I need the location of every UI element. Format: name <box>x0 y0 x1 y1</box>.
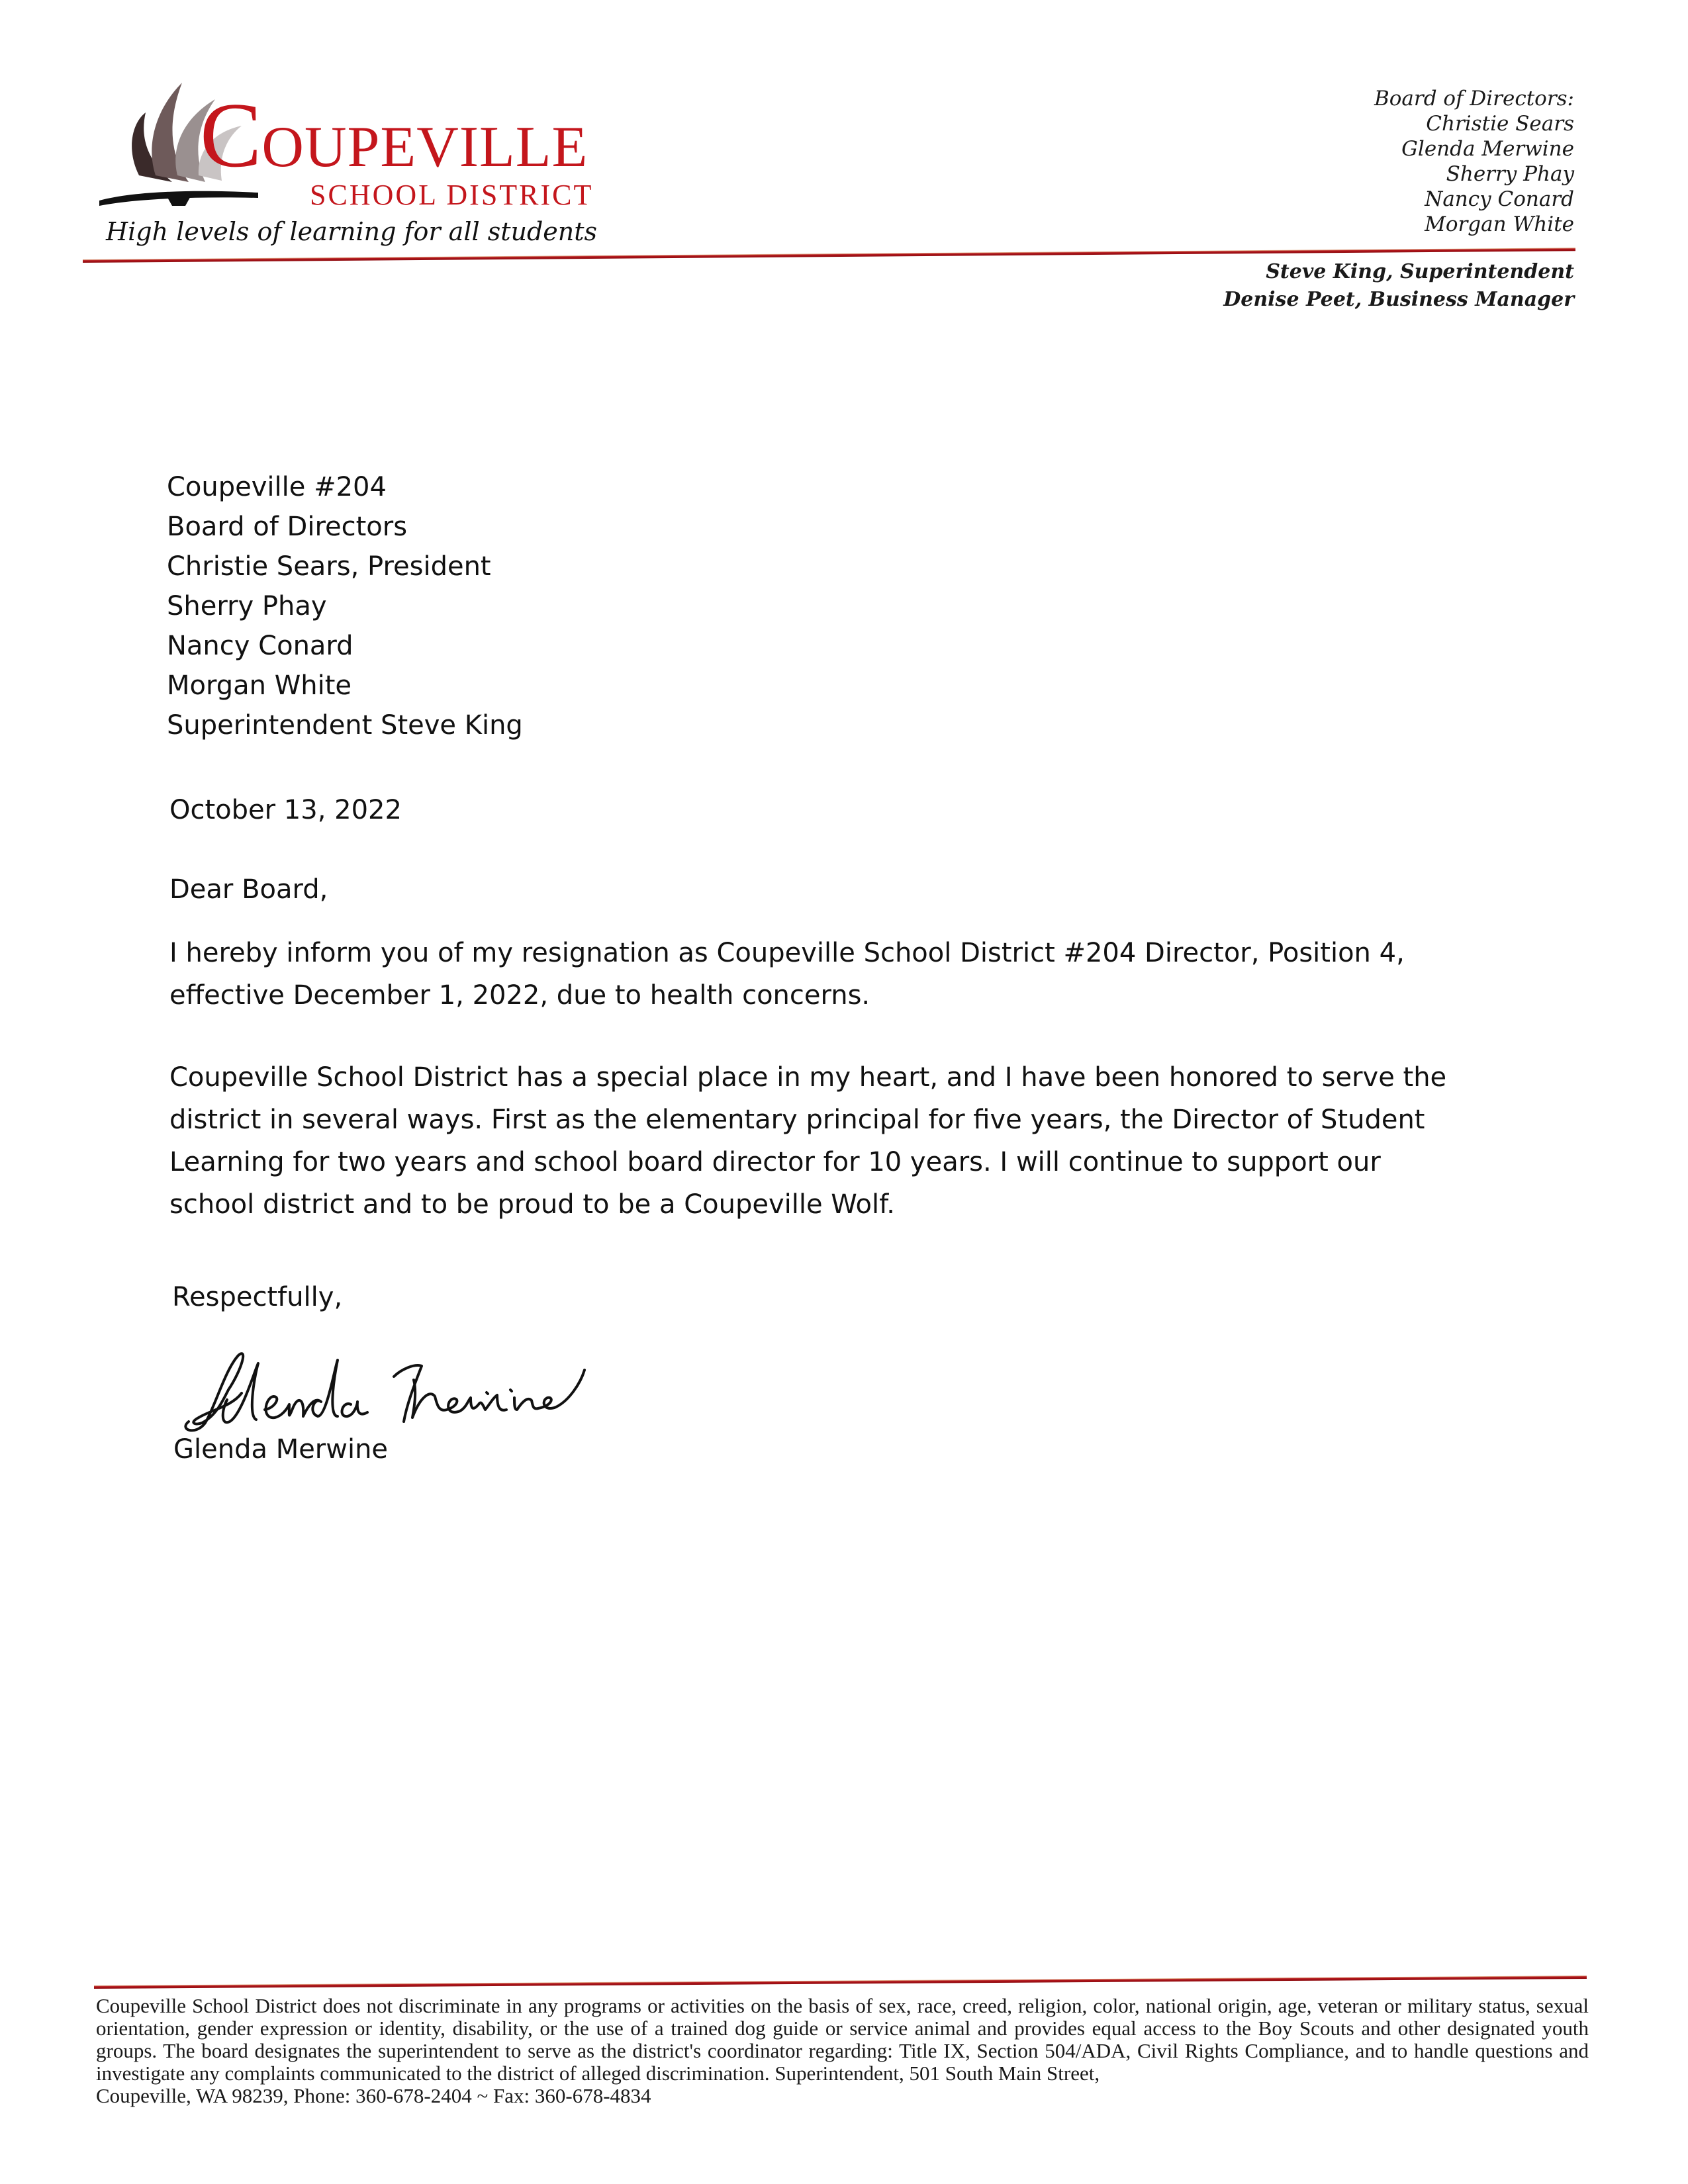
recipient-line: Superintendent Steve King <box>167 710 523 741</box>
board-member: Sherry Phay <box>1446 162 1574 186</box>
paragraph-2-line: district in several ways. First as the elementary principal for five years, the Director of Student <box>169 1105 1425 1135</box>
non-discrimination-notice <box>96 1995 1589 2107</box>
recipient-line: Coupeville #204 <box>167 472 387 502</box>
paragraph-1-line: I hereby inform you of my resignation as Coupeville School District #204 Director, Position 4, <box>169 938 1405 968</box>
notice-text: Coupeville School District does not discriminate in any programs or activities on the basis of sex, race, creed, religion, color, national origin, age, veteran or military status, sexual orientation, gender expression or identity, disability, or the use of a trained dog guide or service animal and provides equal access to the Boy Scouts and other designated youth groups. The board designates the superintendent to serve as the district's coordinator regarding: Title IX, Section 504/ADA, Civil Rights Compliance, and to handle questions and investigate any complaints communicated to the district of alleged discrimination. Superintendent, 501 South Main Street, <box>96 1994 1589 2085</box>
board-member: Nancy Conard <box>1425 187 1574 211</box>
logo-subtitle: SCHOOL DISTRICT <box>310 179 594 211</box>
logo-wordmark: COUPEVILLE <box>200 84 588 187</box>
handwritten-signature <box>175 1343 599 1443</box>
letter-date: October 13, 2022 <box>169 795 402 825</box>
salutation: Dear Board, <box>169 874 328 905</box>
tagline: High levels of learning for all students <box>106 217 598 246</box>
board-member: Glenda Merwine <box>1401 137 1574 161</box>
signer-name: Glenda Merwine <box>173 1434 389 1465</box>
board-member: Christie Sears <box>1426 112 1574 136</box>
recipient-line: Nancy Conard <box>167 631 353 661</box>
paragraph-1-line: effective December 1, 2022, due to health concerns. <box>169 980 870 1011</box>
recipient-line: Sherry Phay <box>167 591 327 621</box>
paragraph-2-line: Learning for two years and school board director for 10 years. I will continue to support our <box>169 1147 1381 1177</box>
paragraph-2-line: Coupeville School District has a special place in my heart, and I have been honored to serve the <box>169 1062 1447 1093</box>
recipient-line: Christie Sears, President <box>167 551 491 582</box>
contact-line: Coupeville, WA 98239, Phone: 360-678-2404 ~ Fax: 360-678-4834 <box>96 2084 651 2107</box>
superintendent-line: Steve King, Superintendent <box>1266 260 1574 283</box>
board-heading: Board of Directors: <box>1374 87 1574 111</box>
business-manager-line: Denise Peet, Business Manager <box>1223 288 1574 311</box>
closing: Respectfully, <box>172 1282 343 1312</box>
recipient-line: Board of Directors <box>167 512 408 542</box>
recipient-line: Morgan White <box>167 670 352 701</box>
paragraph-2-line: school district and to be proud to be a Coupeville Wolf. <box>169 1189 895 1220</box>
board-member: Morgan White <box>1425 212 1574 236</box>
